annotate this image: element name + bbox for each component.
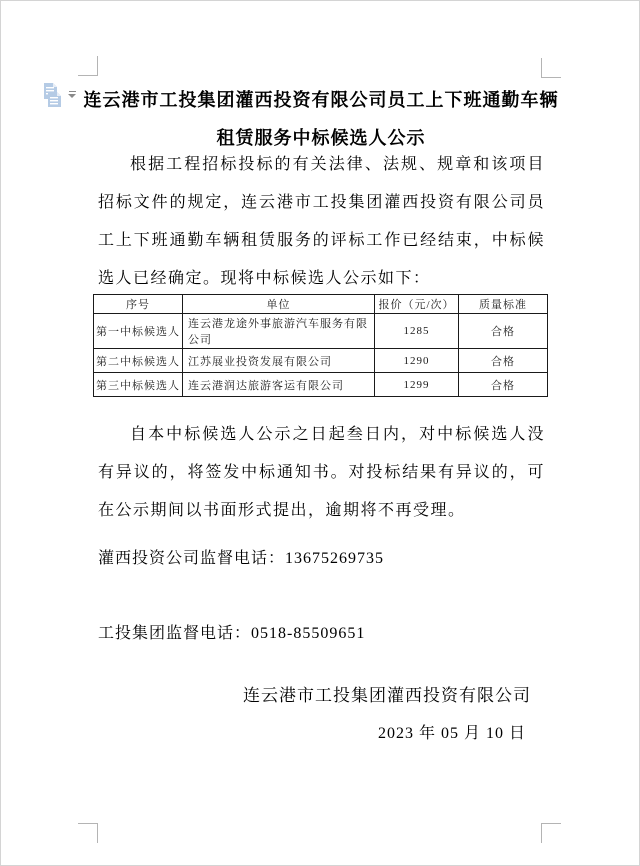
cell-seq: 第二中标候选人 [94, 349, 183, 373]
signature-date: 2023 年 05 月 10 日 [377, 725, 526, 742]
cell-price: 1285 [375, 314, 459, 349]
text-boundary-mark-top-left [78, 56, 98, 76]
objection-paragraph: 自本中标候选人公示之日起叁日内，对中标候选人没有异议的，将签发中标通知书。对投标结果有异议的，可在公示期间以书面形式提出，逾期将不再受理。 [98, 426, 545, 519]
text-boundary-mark-top-right [541, 58, 561, 78]
signature-company: 连云港市工投集团灌西投资有限公司 [243, 686, 531, 705]
group-supervision-phone: 工投集团监督电话：0518-85509651 [98, 625, 366, 642]
table-header-row [94, 295, 548, 314]
title-line-1: 连云港市工投集团灌西投资有限公司员工上下班通勤车辆 [83, 90, 559, 110]
bid-candidates-table [93, 294, 548, 397]
cell-unit: 江苏展业投资发展有限公司 [183, 349, 375, 373]
text-boundary-mark-bottom-left [78, 823, 98, 843]
cell-quality: 合格 [459, 349, 548, 373]
table-row [94, 349, 548, 373]
cell-quality: 合格 [459, 314, 548, 349]
guanxi-supervision-phone: 灌西投资公司监督电话：13675269735 [98, 550, 385, 567]
cell-seq: 第一中标候选人 [94, 314, 183, 349]
cell-seq: 第三中标候选人 [94, 373, 183, 397]
cell-unit: 连云港润达旅游客运有限公司 [183, 373, 375, 397]
cell-unit: 连云港龙途外事旅游汽车服务有限公司 [183, 314, 375, 349]
intro-paragraph: 根据工程招标投标的有关法律、法规、规章和该项目招标文件的规定，连云港市工投集团灌西投资有限公司员工上下班通勤车辆租赁服务的评标工作已经结束，中标候选人已经确定。现将中标候选人公示如下： [98, 156, 545, 287]
table-row [94, 373, 548, 397]
col-header-price: 报价（元/次） [375, 295, 459, 314]
cell-price: 1290 [375, 349, 459, 373]
col-header-unit: 单位 [183, 295, 375, 314]
cell-quality: 合格 [459, 373, 548, 397]
col-header-seq: 序号 [94, 295, 183, 314]
signature-block [243, 677, 531, 753]
col-header-quality: 质量标准 [459, 295, 548, 314]
cell-price: 1299 [375, 373, 459, 397]
table-row [94, 314, 548, 349]
title-line-2: 租赁服务中标候选人公示 [216, 128, 426, 148]
text-boundary-mark-bottom-right [541, 823, 561, 843]
